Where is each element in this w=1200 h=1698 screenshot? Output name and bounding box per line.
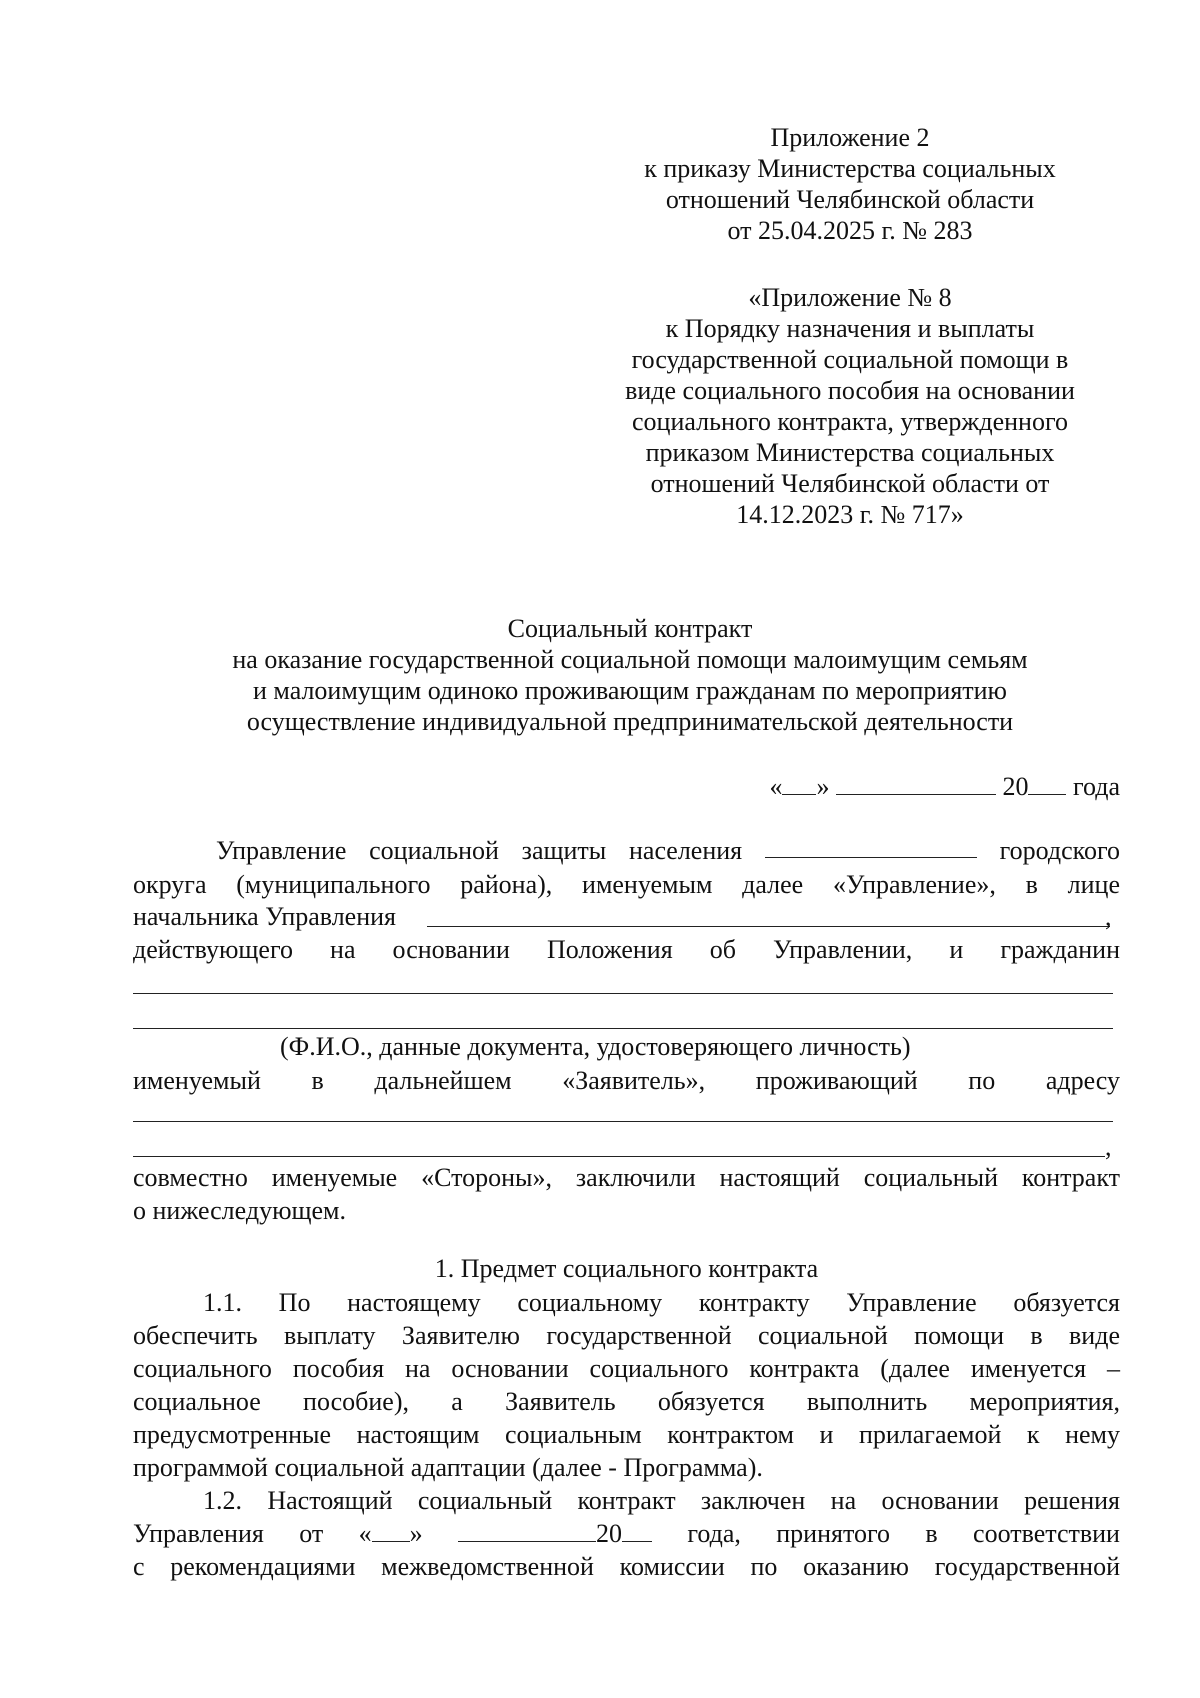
appendix-8-line-2: к Порядку назначения и выплаты — [665, 314, 1035, 343]
decision-year-prefix: 20 — [595, 1519, 622, 1548]
word-socialnoy: социальной — [369, 836, 499, 865]
date-close-quote: » — [816, 772, 830, 801]
date-open-quote: « — [769, 772, 783, 801]
p11-line-1: 1.1. По настоящему социальному контракту Управление обязуется — [203, 1288, 1120, 1317]
title-line-4: осуществление индивидуальной предпринимательской деятельности — [246, 707, 1014, 736]
parties-line-4: действующего на основании Положения об Управлении, и гражданин — [133, 935, 1120, 964]
year-word: года — [1072, 772, 1120, 801]
parties-line-3: начальника Управления — [133, 902, 397, 931]
decision-day-blank[interactable] — [372, 1519, 410, 1542]
p11-line-3: социального пособия на основании социального контракта (далее именуется – — [133, 1354, 1120, 1383]
year-prefix: 20 — [1002, 772, 1029, 801]
head-name-blank[interactable] — [427, 926, 1110, 927]
appendix-8-header — [600, 282, 1100, 530]
decision-month-blank[interactable] — [458, 1519, 596, 1542]
word-naseleniya: населения — [628, 836, 743, 865]
p11-line-4: социальное пособие), а Заявитель обязуется выполнить мероприятия, — [133, 1387, 1120, 1416]
comma-2: , — [1105, 1132, 1112, 1161]
contract-date-line — [769, 771, 1120, 802]
appendix-8-line-4: виде социального пособия на основании — [625, 376, 1075, 405]
day-blank[interactable] — [782, 772, 816, 795]
title-line-1: Социальный контракт — [507, 614, 753, 643]
p12-line-1: 1.2. Настоящий социальный контракт заключен на основании решения — [203, 1486, 1120, 1515]
year-blank[interactable] — [1028, 772, 1066, 795]
municipality-blank[interactable] — [765, 835, 977, 858]
citizen-name-blank-1[interactable] — [133, 993, 1113, 994]
appendix-2-header — [620, 122, 1080, 246]
p11-line-6: программой социальной адаптации (далее - Программа). — [133, 1453, 763, 1482]
word-goda: года, — [687, 1519, 741, 1548]
appendix-2-line-1: Приложение 2 — [770, 123, 930, 152]
address-blank-2[interactable] — [133, 1156, 1105, 1157]
word-upravleniya: Управления — [133, 1519, 264, 1548]
appendix-8-line-5: социального контракта, утвержденного — [632, 407, 1068, 436]
appendix-8-line-6: приказом Министерства социальных — [645, 438, 1055, 467]
word-sootvetstvii: соответствии — [973, 1519, 1120, 1548]
decision-close-quote: » — [409, 1519, 423, 1548]
word-upravlenie: Управление — [216, 836, 347, 865]
p11-line-5: предусмотренные настоящим социальным контрактом и прилагаемой к нему — [133, 1420, 1120, 1449]
comma-1: , — [1105, 902, 1112, 931]
parties-line-5: именуемый в дальнейшем «Заявитель», проживающий по адресу — [133, 1066, 1120, 1095]
word-zashchity: защиты — [521, 836, 607, 865]
fio-caption: (Ф.И.О., данные документа, удостоверяющего личность) — [280, 1032, 911, 1061]
word-prinyatogo: принятого — [776, 1519, 891, 1548]
word-ot: от — [299, 1519, 324, 1548]
appendix-2-line-4: от 25.04.2025 г. № 283 — [727, 216, 973, 245]
appendix-2-line-3: отношений Челябинской области — [665, 185, 1035, 214]
p12-line-2 — [133, 1518, 1120, 1549]
title-line-3: и малоимущим одиноко проживающим гражданам по мероприятию — [253, 676, 1007, 705]
citizen-name-blank-2[interactable] — [133, 1028, 1113, 1029]
word-v: в — [925, 1519, 938, 1548]
p11-line-2: обеспечить выплату Заявителю государственной социальной помощи в виде — [133, 1321, 1120, 1350]
parties-line-7: о нижеследующем. — [133, 1196, 347, 1225]
p12-line-3: с рекомендациями межведомственной комиссии по оказанию государственной — [133, 1552, 1120, 1581]
month-blank[interactable] — [836, 772, 996, 795]
section-1-heading: 1. Предмет социального контракта — [434, 1254, 819, 1283]
appendix-8-line-7: отношений Челябинской области от — [650, 469, 1050, 498]
decision-open-quote: « — [358, 1519, 372, 1548]
title-line-2: на оказание государственной социальной помощи малоимущим семьям — [232, 645, 1028, 674]
decision-month-year — [458, 1518, 652, 1549]
appendix-8-line-8: 14.12.2023 г. № 717» — [736, 500, 964, 529]
word-gorodskogo: городского — [999, 836, 1120, 865]
parties-line-2: округа (муниципального района), именуемым далее «Управление», в лице — [133, 870, 1120, 899]
document-title — [140, 613, 1120, 737]
parties-line-1 — [216, 835, 1120, 866]
address-blank-1[interactable] — [133, 1121, 1113, 1122]
appendix-8-line-3: государственной социальной помощи в — [631, 345, 1069, 374]
parties-line-6: совместно именуемые «Стороны», заключили настоящий социальный контракт — [133, 1163, 1120, 1192]
decision-year-blank[interactable] — [622, 1519, 652, 1542]
appendix-2-line-2: к приказу Министерства социальных — [644, 154, 1056, 183]
appendix-8-line-1: «Приложение № 8 — [748, 283, 952, 312]
decision-date — [359, 1518, 423, 1549]
